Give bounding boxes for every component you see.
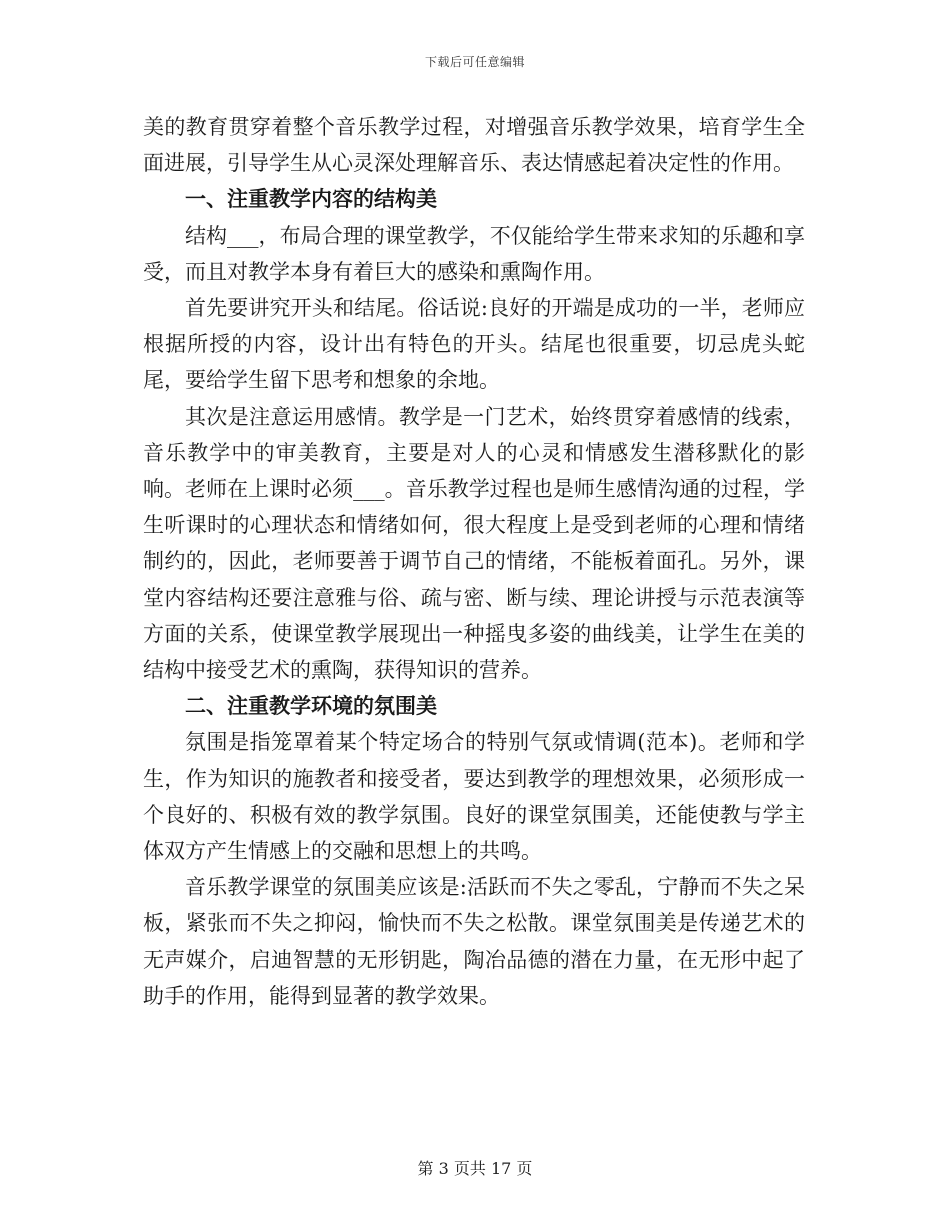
paragraph: 其次是注意运用感情。教学是一门艺术，始终贯穿着感情的线索，音乐教学中的审美教育，主要是对人的心灵和情感发生潜移默化的影响。老师在上课时必须___。音乐教学过程也是师生感情沟通的过程，学生听课时的心理状态和情绪如何，很大程度上是受到老师的心理和情绪制约的，因此，老师要善于调节自己的情绪，不能板着面孔。另外，课堂内容结构还要注意雅与俗、疏与密、断与续、理论讲授与示范表演等方面的关系，使课堂教学展现出一种摇曳多姿的曲线美，让学生在美的结构中接受艺术的熏陶，获得知识的营养。 (143, 404, 805, 683)
paragraph-continuation: 美的教育贯穿着整个音乐教学过程，对增强音乐教学效果，培育学生全面进展，引导学生从心灵深处理解音乐、表达情感起着决定性的作用。 (143, 115, 805, 176)
document-body (143, 109, 805, 1014)
page-number: 第 3 页共 17 页 (417, 1159, 533, 1178)
section-heading-2: 二、注重教学环境的氛围美 (185, 693, 437, 719)
paragraph: 氛围是指笼罩着某个特定场合的特别气氛或情调(范本)。老师和学生，作为知识的施教者和接受者，要达到教学的理想效果，必须形成一个良好的、积极有效的教学氛围。良好的课堂氛围美，还能使教与学主体双方产生情感上的交融和思想上的共鸣。 (143, 730, 805, 864)
paragraph: 结构___，布局合理的课堂教学，不仅能给学生带来求知的乐趣和享受，而且对教学本身有着巨大的感染和熏陶作用。 (143, 223, 805, 284)
paragraph: 音乐教学课堂的氛围美应该是:活跃而不失之零乱，宁静而不失之呆板，紧张而不失之抑闷，愉快而不失之松散。课堂氛围美是传递艺术的无声媒介，启迪智慧的无形钥匙，陶冶品德的潜在力量，在无形中起了助手的作用，能得到显著的教学效果。 (143, 875, 805, 1008)
paragraph: 首先要讲究开头和结尾。俗话说:良好的开端是成功的一半，老师应根据所授的内容，设计出有特色的开头。结尾也很重要，切忌虎头蛇尾，要给学生留下思考和想象的余地。 (143, 296, 805, 393)
section-heading-1: 一、注重教学内容的结构美 (185, 186, 437, 212)
page-header: 下载后可任意编辑 (424, 55, 525, 69)
